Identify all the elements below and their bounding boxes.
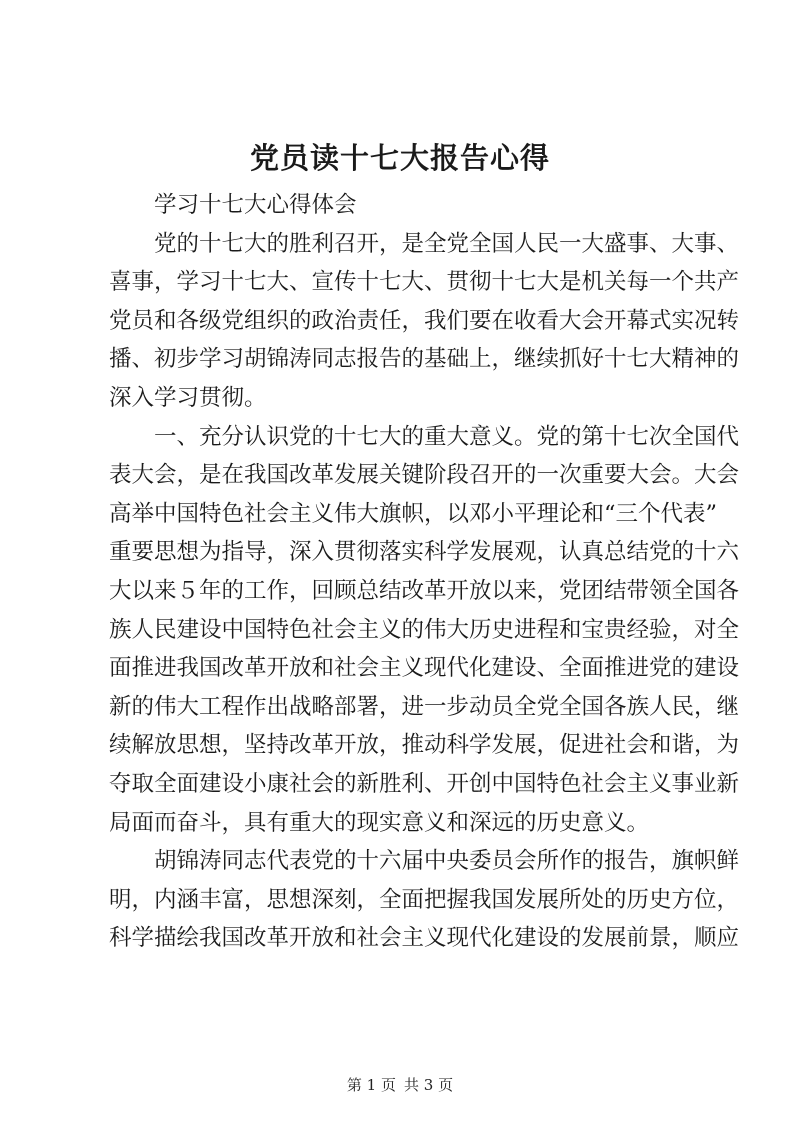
text-line: 族人民建设中国特色社会主义的伟大历史进程和宝贵经验，对全 xyxy=(109,616,740,643)
text-line: 明，内涵丰富，思想深刻，全面把握我国发展所处的历史方位， xyxy=(109,886,740,913)
page-total: 共 3 页 xyxy=(404,1076,454,1094)
text-line: 科学描绘我国改革开放和社会主义现代化建设的发展前景，顺应 xyxy=(109,925,740,952)
text-line: 夺取全面建设小康社会的新胜利、开创中国特色社会主义事业新 xyxy=(109,770,740,797)
text-line: 表大会，是在我国改革发展关键阶段召开的一次重要大会。大会 xyxy=(109,462,740,489)
text-line: 大以来５年的工作，回顾总结改革开放以来，党团结带领全国各 xyxy=(109,577,740,604)
text-line: 局面而奋斗，具有重大的现实意义和深远的历史意义。 xyxy=(109,809,650,836)
paragraph-3 xyxy=(109,842,740,958)
text-line: 深入学习贯彻。 xyxy=(109,384,267,411)
text-line: 播、初步学习胡锦涛同志报告的基础上，继续抓好十七大精神的 xyxy=(109,346,740,373)
text-line: 党员和各级党组织的政治责任，我们要在收看大会开幕式实况转 xyxy=(109,307,740,334)
document-body xyxy=(109,186,740,958)
paragraph-2 xyxy=(109,418,740,843)
text-line: 高举中国特色社会主义伟大旗帜，以邓小平理论和“三个代表” xyxy=(109,500,718,527)
text-line: 新的伟大工程作出战略部署，进一步动员全党全国各族人民，继 xyxy=(109,693,740,720)
text-line: 续解放思想，坚持改革开放，推动科学发展，促进社会和谐，为 xyxy=(109,732,740,759)
page-footer xyxy=(0,1075,800,1095)
document-subtitle: 学习十七大心得体会 xyxy=(154,192,357,218)
page-number: 第 1 页 xyxy=(346,1076,396,1094)
text-line: 重要思想为指导，深入贯彻落实科学发展观，认真总结党的十六 xyxy=(109,539,740,566)
text-line: 喜事，学习十七大、宣传十七大、贯彻十七大是机关每一个共产 xyxy=(109,269,740,296)
text-line: 一、充分认识党的十七大的重大意义。党的第十七次全国代 xyxy=(154,423,740,450)
document-title: 党员读十七大报告心得 xyxy=(249,141,550,175)
text-line: 面推进我国改革开放和社会主义现代化建设、全面推进党的建设 xyxy=(109,655,740,682)
text-line: 胡锦涛同志代表党的十六届中央委员会所作的报告，旗帜鲜 xyxy=(154,848,740,875)
text-line: 党的十七大的胜利召开，是全党全国人民一大盛事、大事、 xyxy=(154,230,740,257)
paragraph-1 xyxy=(109,225,740,418)
